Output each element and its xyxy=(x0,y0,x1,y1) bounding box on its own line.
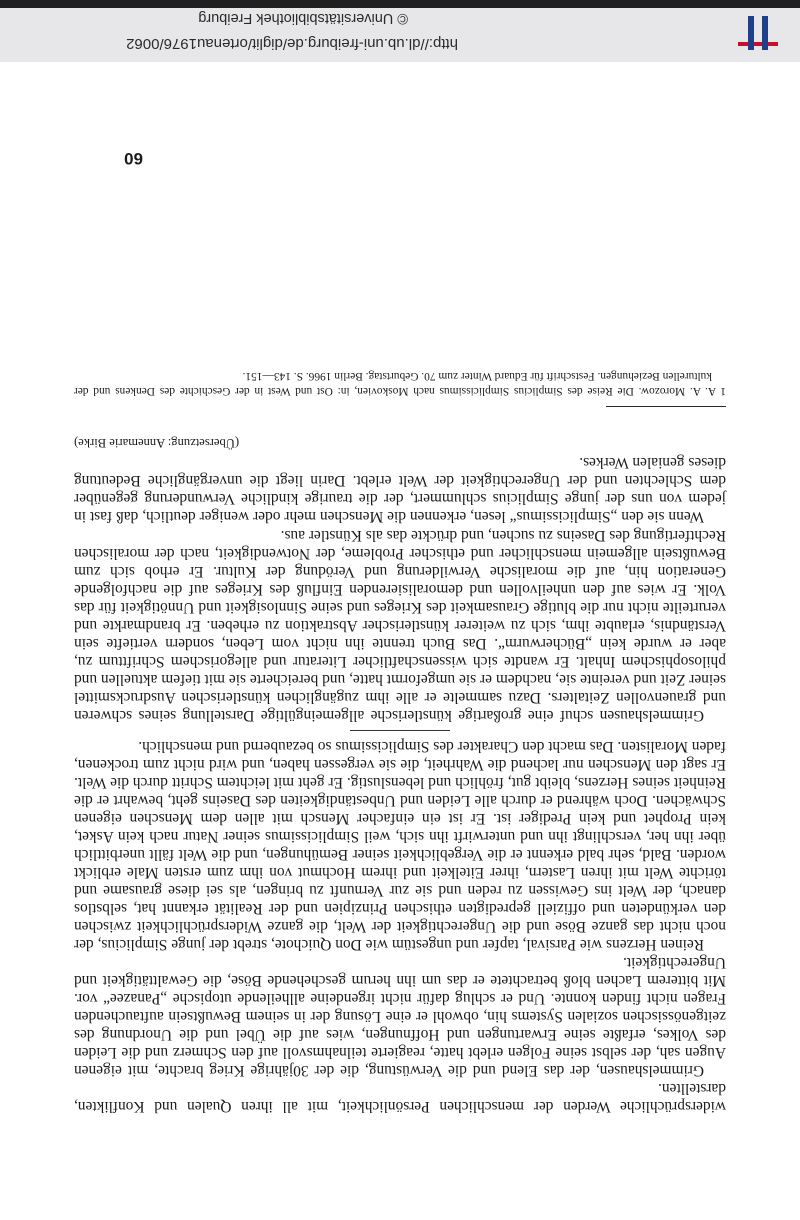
paragraph: Grimmelshausen schuf eine großartige künstlerische allgemeingültige Darstellung seines schweren und grauenvollen Zeitalters. Dazu sammelte er alle ihm zugänglichen künstlerischen Ausdrucksmittel seiner Zeit und vereinte sie, nachdem er sie umgeformt hatte, und bereicherte sie mit tiefem aktuellen und philosophischem Inhalt. Er wandte sich wissenschaftlicher Literatur und allegorischem Schrifttum zu, aber er wurde kein „Bücherwurm“. Das Buch trennte ihn nicht vom Leben, sondern vertiefte sein Verständnis, erlaubte ihm, sich zu weiterer künstlerischer Abstraktion zu erheben. Er brandmarkte und verurteilte nicht nur die blutige Grausamkeit des Krieges und seine Sinnlosigkeit und Unnötigkeit für das Volk. Er wies auf den unheilvollen und demoralisierenden Einfluß des Krieges auf die nachfolgende Generation hin, auf die moralische Verwilderung und Verödung der Kultur. Er erhob sich zum Bewußtsein allgemein menschlicher und ethischer Probleme, der Notwendigkeit, nach der moralischen Rechtfertigung des Daseins zu suchen, und drückte das als Künstler aus. xyxy=(74,526,726,724)
library-banner xyxy=(0,0,800,62)
translator-note: (Übersetzung: Annemarie Birke) xyxy=(74,436,240,451)
paragraph: Wenn sie den „Simplicissimus“ lesen, erkennen die Menschen mehr oder weniger deutlich, daß fast in jedem von uns der junge Simplicius schlummert, der die traurige kindliche Verwunderung gegenüber dem Schlechten und der Ungerechtigkeit der Welt erlebt. Darin liegt die unvergängliche Bedeutung dieses genialen Werkes. xyxy=(74,454,726,526)
footnote-divider xyxy=(606,406,726,407)
section-divider xyxy=(350,730,450,731)
copyright-notice: © Universitätsbibliothek Freiburg xyxy=(198,10,408,26)
paragraph: widersprüchliche Werden der menschlichen Persönlichkeit, mit all ihren Qualen und Konflikten, darstellten. xyxy=(74,1079,726,1115)
text-column xyxy=(74,367,726,1115)
page-number: 60 xyxy=(124,149,143,168)
paragraph: Grimmelshausen, der das Elend und die Verwüstung, die der 30jährige Krieg brachte, mit eigenen Augen sah, der selbst seine Folgen erlebt hatte, reagierte teilnahmsvoll auf den Schmerz und die Leiden des Volkes, erfaßte seine Erwartungen und Hoffnungen, wies auf die Übel und die Unordnung des zeitgenössischen sozialen Systems hin, obwohl er eine Lösung der in seinem Bewußtsein auftauchenden Fragen nicht finden konnte. Und er schlug dafür nicht irgendeine allheilende utopische „Panazee“ vor. Mit bitterem Lachen bloß betrachtete er das um ihn herum geschehende Böse, die Gewalttätigkeit und Ungerechtigkeit. xyxy=(74,953,726,1079)
paragraph: Reinen Herzens wie Parsival, tapfer und ungestüm wie Don Quichote, strebt der junge Simplicius, der noch nicht das ganze Böse und die Ungerechtigkeit der Welt, die ganze Widersprüchlichkeit zwischen den verkündeten und offiziell gepredigten ethischen Prinzipien und der Realität erkannt hat, selbstlos danach, der Welt ins Gewissen zu reden und sie zur Vernunft zu bringen, als sei diese grausame und törichte Welt mit ihren Lastern, ihrer Eitelkeit und ihrem Hochmut von ihm zum ersten Male erblickt worden. Bald, sehr bald erkennt er die Vergeblichkeit seiner Bemühungen, und die Welt fällt unerbittlich über ihn her, verschlingt ihn und unterwirft ihn sich, weil Simplicissimus seiner Natur nach kein Asket, kein Prophet und kein Prediger ist. Er ist ein einfacher Mensch mit allen dem Menschen eigenen Schwächen. Doch während er durch alle Leiden und Unbeständigkeiten des Daseins geht, bewahrt er die Reinheit seines Herzens, bleibt gut, fröhlich und lebenslustig. Er geht mit leichtem Schritt durch die Welt. Er sagt den Menschen nur lachend die Wahrheit, die sie vergessen haben, und wird nicht zum trockenen, faden Moralisten. Das macht den Charakter des Simplicissimus so bezaubernd und menschlich. xyxy=(74,737,726,953)
book-page xyxy=(0,8,800,1220)
footnote: 1 A. A. Morozow. Die Reise des Simplicius Simplicissimus nach Moskovien, in: Ost und West in der Geschichte des Denkens und der kulturellen Beziehungen. Festschrift für Eduard Winter zum 70. Geburtstag. Berlin 1966. S. 143—151. xyxy=(74,369,726,398)
body-text xyxy=(74,453,726,1115)
ub-freiburg-logo-icon xyxy=(734,12,782,52)
document-url-link[interactable]: http://dl.ub.uni-freiburg.de/diglit/ortenau1976/0062 xyxy=(126,35,458,52)
scan-edge xyxy=(0,0,800,8)
